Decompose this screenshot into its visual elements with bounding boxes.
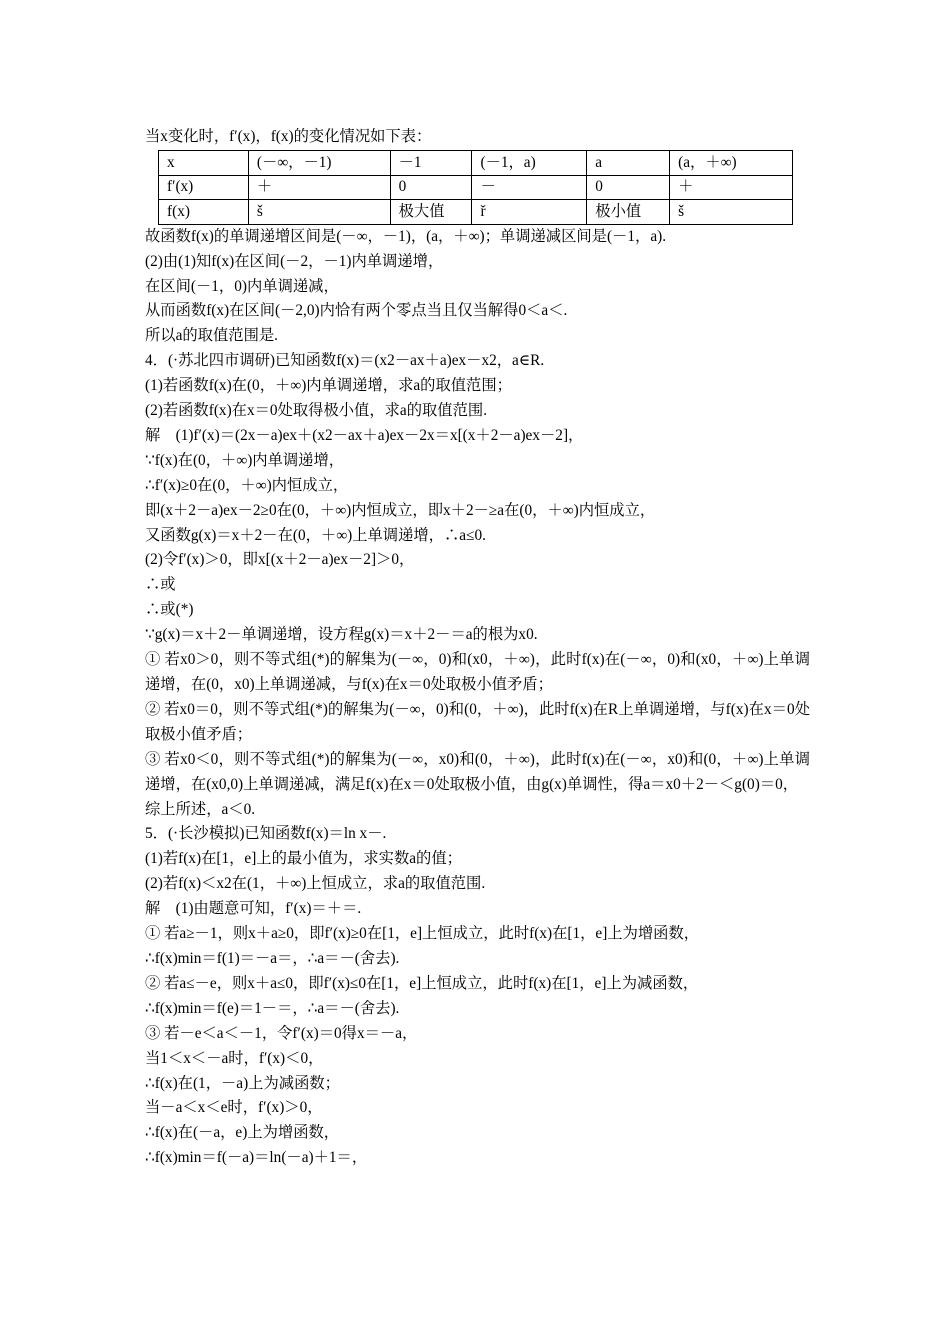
text-line: ② 若a≤－e，则x＋a≤0，即f′(x)≤0在[1，e]上恒成立，此时f(x)在[1，e]上为减函数，	[145, 974, 699, 992]
text-line: ① 若a≥－1，则x＋a≥0，即f′(x)≥0在[1，e]上恒成立，此时f(x)在[1，e]上为增函数，	[145, 925, 700, 943]
table-cell: ＋	[670, 175, 793, 200]
table-cell: －	[472, 175, 587, 200]
text-line: 综上所述，a＜0.	[145, 800, 256, 818]
text-line: 解 (1)由题意可知，f′(x)＝＋＝.	[145, 900, 362, 918]
table-cell: 0	[587, 175, 670, 200]
table-cell: (a，＋∞)	[670, 150, 793, 175]
table-row	[159, 175, 793, 200]
text-line: 从而函数f(x)在区间(－2,0)内恰有两个零点当且仅当解得0＜a＜.	[145, 302, 568, 320]
text-line: 当1＜x＜－a时，f′(x)＜0，	[145, 1049, 324, 1067]
text-line: (2)由(1)知f(x)在区间(－2，－1)内单调递增，	[145, 252, 444, 270]
text-line: ∴f′(x)≥0在(0，＋∞)内恒成立，	[145, 476, 349, 494]
table-cell: 0	[390, 175, 472, 200]
text-line: 所以a的取值范围是.	[145, 327, 278, 345]
text-line: ∵g(x)＝x＋2－单调递增，设方程g(x)＝x＋2－＝a的根为x0.	[145, 626, 538, 644]
table-cell: ř	[472, 200, 587, 225]
text-line: 当－a＜x＜e时，f′(x)＞0，	[145, 1099, 323, 1117]
text-line: 解 (1)f′(x)＝(2x－a)ex＋(x2－ax＋a)ex－2x＝x[(x＋2－a)ex－2]，	[145, 426, 584, 444]
table-cell: ＋	[248, 175, 390, 200]
document-page	[145, 125, 810, 1171]
table-cell: 极小值	[587, 200, 670, 225]
text-line: 又函数g(x)＝x＋2－在(0，＋∞)上单调递增，∴a≤0.	[145, 526, 486, 544]
text-line: ③ 若－e＜a＜－1，令f′(x)＝0得x＝－a，	[145, 1024, 418, 1042]
text-line: ∴f(x)min＝f(1)＝－a＝，∴a＝－(舍去).	[145, 949, 400, 967]
text-line: ∵f(x)在(0，＋∞)内单调递增，	[145, 451, 345, 469]
intro-line: 当x变化时，f′(x)，f(x)的变化情况如下表：	[145, 128, 432, 145]
table-cell: f(x)	[159, 200, 249, 225]
table-cell: f′(x)	[159, 175, 249, 200]
text-line: (2)若f(x)＜x2在(1，＋∞)上恒成立，求a的取值范围.	[145, 875, 486, 893]
text-line: ∴或	[145, 576, 176, 594]
text-line: ∴f(x)在(1，－a)上为减函数；	[145, 1074, 340, 1092]
text-line: 在区间(－1，0)内单调递减，	[145, 277, 339, 295]
table-cell: x	[159, 150, 249, 175]
table-row	[159, 200, 793, 225]
problem-4-heading: 4．(·苏北四市调研)已知函数f(x)＝(x2－ax＋a)ex－x2，a∈R.	[145, 352, 545, 370]
text-line: (1)若函数f(x)在(0，＋∞)内单调递增，求a的取值范围；	[145, 377, 512, 395]
text-paragraph: ① 若x0＞0，则不等式组(*)的解集为(－∞，0)和(x0，＋∞)，此时f(x)在(－∞，0)和(x0，＋∞)上单调递增，在(0，x0)上单调递减，与f(x)在x＝0处取极小值矛盾；	[145, 651, 810, 693]
table-cell: (－1，a)	[472, 150, 587, 175]
text-line: (2)若函数f(x)在x＝0处取得极小值，求a的取值范围.	[145, 402, 488, 420]
problem-5-heading: 5．(·长沙模拟)已知函数f(x)＝ln x－.	[145, 825, 387, 843]
table-cell: －1	[390, 150, 472, 175]
variation-table	[158, 150, 793, 225]
table-row	[159, 150, 793, 175]
text-line: (2)令f′(x)＞0，即x[(x＋2－a)ex－2]＞0，	[145, 551, 415, 569]
text-line: ∴f(x)min＝f(e)＝1－＝，∴a＝－(舍去).	[145, 999, 400, 1017]
text-line: 故函数f(x)的单调递增区间是(－∞，－1)，(a，＋∞)；单调递减区间是(－1，a).	[145, 227, 667, 245]
text-paragraph: ② 若x0＝0，则不等式组(*)的解集为(－∞，0)和(0，＋∞)，此时f(x)在R上单调递增，与f(x)在x＝0处取极小值矛盾；	[145, 700, 810, 743]
text-line: ∴或(*)	[145, 601, 194, 619]
text-line: 即(x＋2－a)ex－2≥0在(0，＋∞)内恒成立，即x＋2－≥a在(0，＋∞)内恒成立，	[145, 501, 656, 519]
table-cell: 极大值	[390, 200, 472, 225]
table-cell: a	[587, 150, 670, 175]
text-line: ∴f(x)min＝f(－a)＝ln(－a)＋1＝，	[145, 1149, 368, 1167]
text-line: (1)若f(x)在[1，e]上的最小值为，求实数a的值；	[145, 850, 462, 868]
table-cell: š	[248, 200, 390, 225]
text-paragraph: ③ 若x0＜0，则不等式组(*)的解集为(－∞，x0)和(0，＋∞)，此时f(x)在(－∞，x0)和(0，＋∞)上单调递增，在(x0,0)上单调递减，满足f(x)在x＝0处取极小值，由g(x)单调性，得a＝x0＋2－＜g(0)＝0，	[145, 750, 810, 793]
table-cell: š	[670, 200, 793, 225]
table-cell: (－∞，－1)	[248, 150, 390, 175]
text-line: ∴f(x)在(－a，e)上为增函数，	[145, 1124, 340, 1142]
